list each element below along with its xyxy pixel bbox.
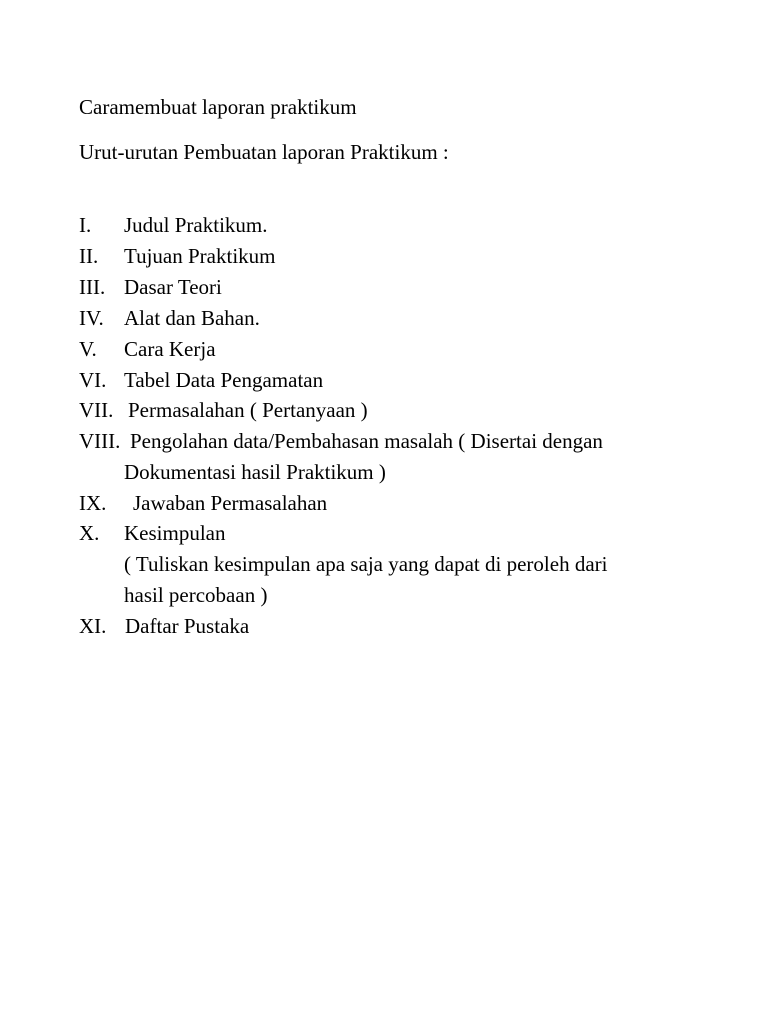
list-item-text: Kesimpulan — [124, 521, 226, 545]
list-item — [79, 400, 719, 424]
list-item-text: Tujuan Praktikum — [124, 244, 276, 268]
list-item-text: Pengolahan data/Pembahasan masalah ( Disertai dengan — [130, 429, 603, 453]
list-item-number: II. — [79, 244, 99, 268]
list-item-number: I. — [79, 213, 92, 237]
list-item-number: X. — [79, 521, 100, 545]
list-item-text: Daftar Pustaka — [125, 614, 250, 638]
document-title: Caramembuat laporan praktikum — [79, 95, 357, 119]
list-item-note: ( Tuliskan kesimpulan apa saja yang dapat di peroleh dari — [124, 552, 608, 576]
list-item-number: V. — [79, 337, 97, 361]
list-item — [79, 616, 719, 640]
list-item-number: VI. — [79, 368, 107, 392]
list-item-text: Cara Kerja — [124, 337, 216, 361]
list-item — [79, 277, 719, 301]
list-item — [79, 215, 719, 239]
list-item-number: IV. — [79, 306, 104, 330]
list-item-note: hasil percobaan ) — [124, 583, 268, 607]
list-item — [79, 493, 719, 517]
list-item-text: Jawaban Permasalahan — [133, 491, 328, 515]
list-item-number: XI. — [79, 614, 107, 638]
list-item-text: Permasalahan ( Pertanyaan ) — [128, 398, 368, 422]
list-item-number: VII. — [79, 398, 114, 422]
list-item-number: VIII. — [79, 429, 121, 453]
document-subtitle: Urut-urutan Pembuatan laporan Praktikum : — [79, 140, 449, 164]
list-item — [79, 308, 719, 332]
list-item — [79, 431, 719, 455]
list-item-number: III. — [79, 275, 106, 299]
list-item — [79, 370, 719, 394]
list-item-number: IX. — [79, 491, 107, 515]
list-item-text: Tabel Data Pengamatan — [124, 368, 324, 392]
list-item-continuation: Dokumentasi hasil Praktikum ) — [124, 460, 386, 484]
list-item-text: Dasar Teori — [124, 275, 222, 299]
list-item-text: Alat dan Bahan. — [124, 306, 260, 330]
list-item — [79, 339, 719, 363]
list-item-text: Judul Praktikum. — [124, 213, 268, 237]
list-item — [79, 523, 719, 547]
list-item — [79, 246, 719, 270]
